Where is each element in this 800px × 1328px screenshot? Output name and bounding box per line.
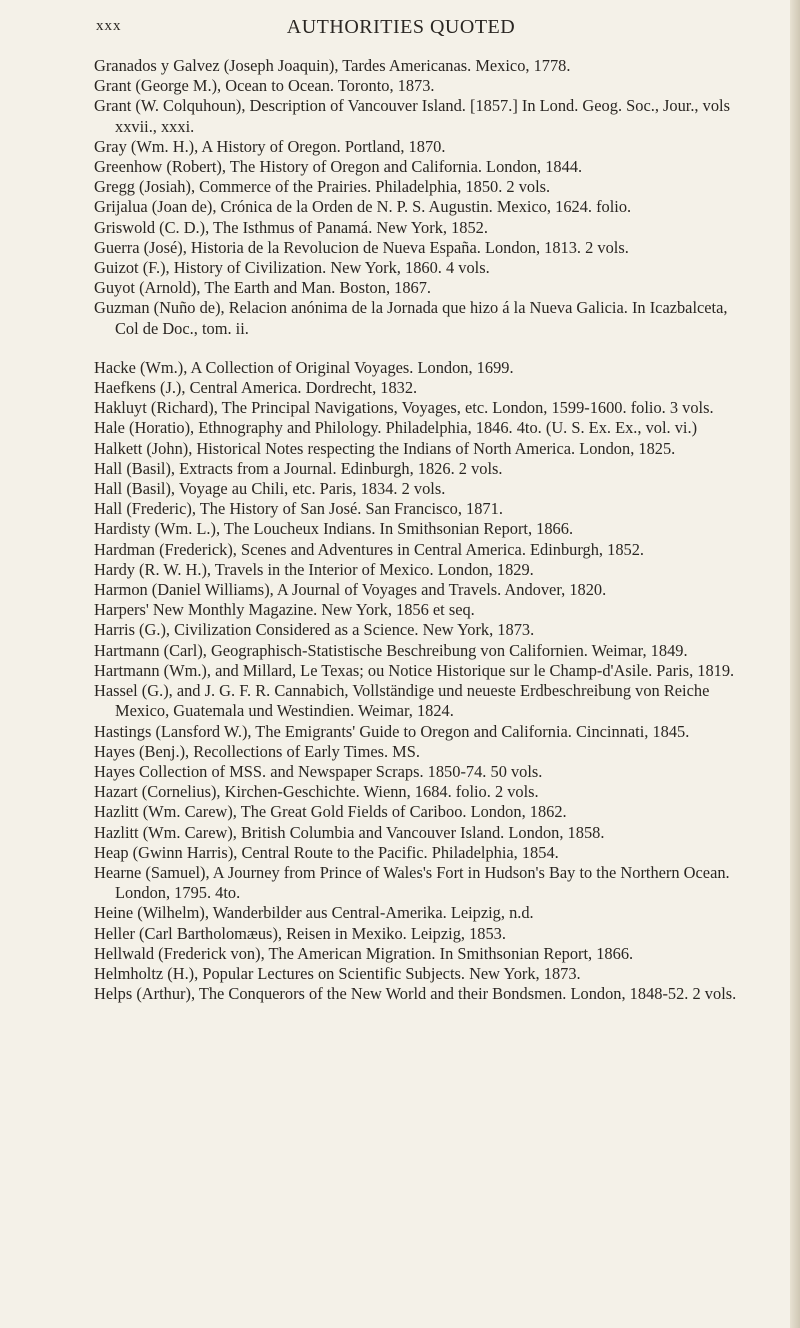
bibliography-entry: Hacke (Wm.), A Collection of Original Voyages. London, 1699. (94, 357, 514, 377)
bibliography-entry: Gray (Wm. H.), A History of Oregon. Portland, 1870. (94, 136, 446, 156)
bibliography-entry: Harris (G.), Civilization Considered as a Science. New York, 1873. (94, 620, 535, 640)
bibliography-entry: Hardy (R. W. H.), Travels in the Interior of Mexico. London, 1829. (94, 559, 534, 579)
page-number: xxx (96, 18, 122, 34)
bibliography-entry: Heller (Carl Bartholomæus), Reisen in Mexiko. Leipzig, 1853. (94, 923, 506, 943)
page-edge (790, 0, 800, 1328)
bibliography-list (94, 56, 754, 1004)
bibliography-entry: Hall (Frederic), The History of San José. San Francisco, 1871. (94, 499, 503, 519)
bibliography-entry: Guzman (Nuño de), Relacion anónima de la Jornada que hizo á la Nueva Galicia. In Icazbalceta, Col de Doc., tom. ii. (94, 298, 728, 338)
bibliography-entry: Guizot (F.), History of Civilization. New York, 1860. 4 vols. (94, 258, 490, 278)
bibliography-entry: Haefkens (J.), Central America. Dordrecht, 1832. (94, 378, 418, 398)
bibliography-entry: Greenhow (Robert), The History of Oregon and California. London, 1844. (94, 157, 583, 177)
bibliography-entry: Granados y Galvez (Joseph Joaquin), Tardes Americanas. Mexico, 1778. (94, 56, 571, 75)
bibliography-entry: Harpers' New Monthly Magazine. New York, 1856 et seq. (94, 600, 475, 620)
bibliography-entry: Hearne (Samuel), A Journey from Prince of Wales's Fort in Hudson's Bay to the Northern Ocean. London, 1795. 4to. (94, 862, 730, 903)
bibliography-entry: Hardisty (Wm. L.), The Loucheux Indians. In Smithsonian Report, 1866. (94, 519, 574, 539)
page-header (48, 14, 754, 42)
bibliography-entry: Halkett (John), Historical Notes respecting the Indians of North America. London, 1825. (94, 438, 676, 458)
bibliography-entry: Hazlitt (Wm. Carew), The Great Gold Fields of Cariboo. London, 1862. (94, 802, 567, 822)
bibliography-entry: Hall (Basil), Extracts from a Journal. Edinburgh, 1826. 2 vols. (94, 458, 503, 478)
bibliography-entry: Hayes Collection of MSS. and Newspaper Scraps. 1850-74. 50 vols. (94, 761, 543, 781)
bibliography-entry: Hazlitt (Wm. Carew), British Columbia and Vancouver Island. London, 1858. (94, 822, 605, 842)
bibliography-entry: Guerra (José), Historia de la Revolucion de Nueva España. London, 1813. 2 vols. (94, 237, 629, 257)
bibliography-entry: Hellwald (Frederick von), The American Migration. In Smithsonian Report, 1866. (94, 943, 634, 963)
bibliography-entry: Hazart (Cornelius), Kirchen-Geschichte. Wienn, 1684. folio. 2 vols. (94, 782, 539, 802)
bibliography-entry: Heap (Gwinn Harris), Central Route to the Pacific. Philadelphia, 1854. (94, 842, 559, 862)
bibliography-entry: Gregg (Josiah), Commerce of the Prairies. Philadelphia, 1850. 2 vols. (94, 177, 551, 197)
bibliography-entry: Hassel (G.), and J. G. F. R. Cannabich, Vollständige und neueste Erdbeschreibung von Reiche Mexico, Guatemala und Westindien. Weimar, 1824. (94, 681, 710, 721)
bibliography-entry: Grijalua (Joan de), Crónica de la Orden de N. P. S. Augustin. Mexico, 1624. folio. (94, 197, 632, 217)
bibliography-entry: Heine (Wilhelm), Wanderbilder aus Central-Amerika. Leipzig, n.d. (94, 903, 534, 923)
bibliography-entry: Hayes (Benj.), Recollections of Early Times. MS. (94, 741, 420, 761)
bibliography-entry: Hall (Basil), Voyage au Chili, etc. Paris, 1834. 2 vols. (94, 479, 446, 499)
bibliography-entry: Hardman (Frederick), Scenes and Adventures in Central America. Edinburgh, 1852. (94, 539, 644, 559)
bibliography-entry: Grant (George M.), Ocean to Ocean. Toronto, 1873. (94, 76, 435, 96)
bibliography-entry: Hale (Horatio), Ethnography and Philology. Philadelphia, 1846. 4to. (U. S. Ex. Ex., vol. vi.) (94, 418, 698, 438)
bibliography-entry: Helps (Arthur), The Conquerors of the New World and their Bondsmen. London, 1848-52. 2 vols. (94, 984, 737, 1004)
bibliography-entry: Griswold (C. D.), The Isthmus of Panamá. New York, 1852. (94, 217, 488, 237)
bibliography-entry: Hartmann (Carl), Geographisch-Statistische Beschreibung von Californien. Weimar, 1849. (94, 640, 688, 660)
bibliography-entry: Harmon (Daniel Williams), A Journal of Voyages and Travels. Andover, 1820. (94, 580, 607, 600)
bibliography-entry: Guyot (Arnold), The Earth and Man. Boston, 1867. (94, 278, 432, 298)
bibliography-entry: Grant (W. Colquhoun), Description of Vancouver Island. [1857.] In Lond. Geog. Soc., Jour., vols xxvii., xxxi. (94, 96, 730, 136)
bibliography-entry: Helmholtz (H.), Popular Lectures on Scientific Subjects. New York, 1873. (94, 963, 581, 983)
running-head: AUTHORITIES QUOTED (286, 16, 516, 38)
bibliography-entry: Hakluyt (Richard), The Principal Navigations, Voyages, etc. London, 1599-1600. folio. 3 vols. (94, 398, 714, 418)
bibliography-entry: Hartmann (Wm.), and Millard, Le Texas; ou Notice Historique sur le Champ-d'Asile. Paris, 1819. (94, 660, 735, 680)
bibliography-entry: Hastings (Lansford W.), The Emigrants' Guide to Oregon and California. Cincinnati, 1845. (94, 721, 690, 741)
